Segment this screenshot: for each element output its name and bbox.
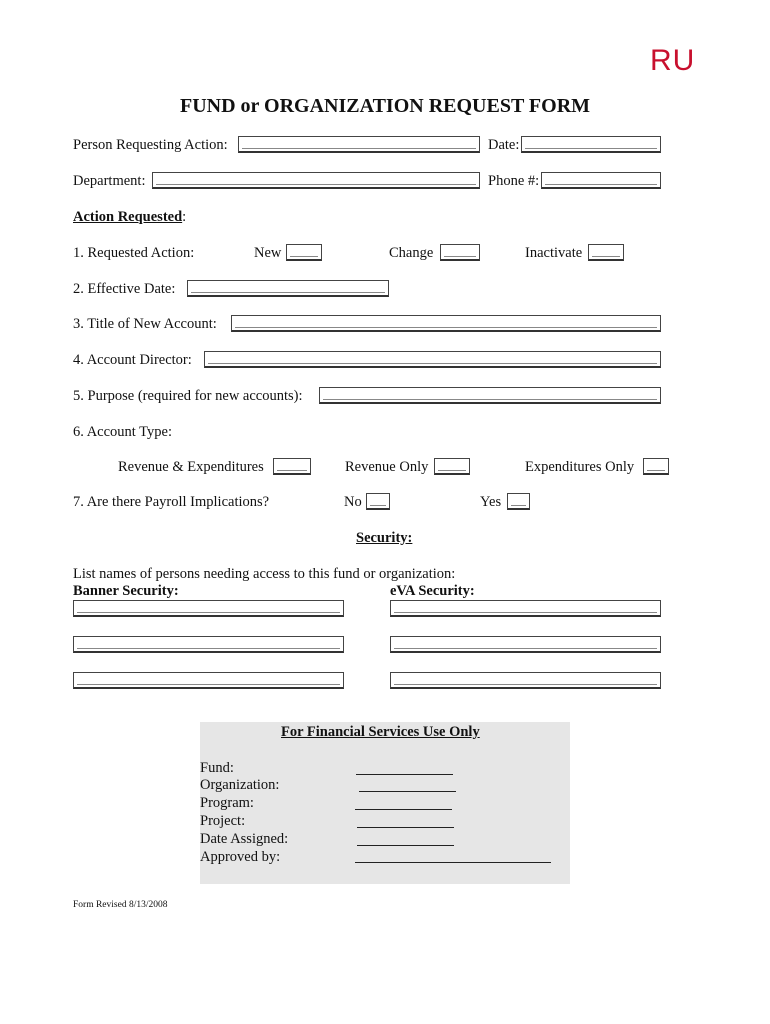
- banner-security-field-2[interactable]: [73, 636, 344, 653]
- organization-line[interactable]: [359, 791, 456, 792]
- project-label: Project:: [200, 813, 246, 829]
- project-line[interactable]: [357, 827, 454, 828]
- expenditures-only-checkbox[interactable]: [643, 458, 669, 475]
- payroll-label: 7. Are there Payroll Implications?: [73, 494, 270, 510]
- effective-date-field[interactable]: [187, 280, 389, 297]
- department-field[interactable]: [152, 172, 480, 189]
- effective-date-label: 2. Effective Date:: [73, 281, 176, 297]
- date-field[interactable]: [521, 136, 661, 153]
- action-requested-colon: :: [182, 209, 187, 225]
- new-checkbox[interactable]: [286, 244, 322, 261]
- fund-label: Fund:: [200, 760, 234, 776]
- banner-security-field-1[interactable]: [73, 600, 344, 617]
- security-instruction: List names of persons needing access to this fund or organization:: [73, 566, 456, 582]
- financial-services-heading: For Financial Services Use Only: [281, 724, 480, 740]
- no-checkbox[interactable]: [366, 493, 390, 510]
- date-label: Date:: [488, 137, 520, 153]
- change-checkbox[interactable]: [440, 244, 480, 261]
- eva-security-field-1[interactable]: [390, 600, 661, 617]
- no-label: No: [344, 494, 362, 510]
- inactivate-checkbox[interactable]: [588, 244, 624, 261]
- inactivate-label: Inactivate: [525, 245, 583, 261]
- date-assigned-label: Date Assigned:: [200, 831, 289, 847]
- purpose-field[interactable]: [319, 387, 661, 404]
- account-director-label: 4. Account Director:: [73, 352, 192, 368]
- program-line[interactable]: [355, 809, 452, 810]
- person-requesting-field[interactable]: [238, 136, 480, 153]
- title-new-account-field[interactable]: [231, 315, 661, 332]
- action-requested-heading: [73, 209, 186, 226]
- banner-security-field-3[interactable]: [73, 672, 344, 689]
- new-label: New: [254, 245, 282, 261]
- eva-security-field-3[interactable]: [390, 672, 661, 689]
- form-title: FUND or ORGANIZATION REQUEST FORM: [179, 95, 591, 117]
- person-requesting-label: Person Requesting Action:: [73, 137, 228, 153]
- program-label: Program:: [200, 795, 254, 811]
- requested-action-label: 1. Requested Action:: [73, 245, 195, 261]
- yes-checkbox[interactable]: [507, 493, 530, 510]
- department-label: Department:: [73, 173, 146, 189]
- yes-label: Yes: [480, 494, 502, 510]
- eva-security-field-2[interactable]: [390, 636, 661, 653]
- ru-logo: RU: [650, 44, 696, 77]
- approved-by-label: Approved by:: [200, 849, 281, 865]
- revenue-expenditures-checkbox[interactable]: [273, 458, 311, 475]
- action-requested-text: Action Requested: [73, 209, 183, 225]
- phone-field[interactable]: [541, 172, 661, 189]
- revenue-expenditures-label: Revenue & Expenditures: [118, 459, 264, 475]
- title-new-account-label: 3. Title of New Account:: [73, 316, 217, 332]
- account-director-field[interactable]: [204, 351, 661, 368]
- organization-label: Organization:: [200, 777, 280, 793]
- security-heading: Security:: [356, 530, 413, 546]
- phone-label: Phone #:: [488, 173, 540, 189]
- form-revised-footer: Form Revised 8/13/2008: [73, 900, 168, 910]
- expenditures-only-label: Expenditures Only: [525, 459, 635, 475]
- date-assigned-line[interactable]: [357, 845, 454, 846]
- eva-security-label: eVA Security:: [390, 583, 475, 599]
- revenue-only-checkbox[interactable]: [434, 458, 470, 475]
- change-label: Change: [389, 245, 434, 261]
- purpose-label: 5. Purpose (required for new accounts):: [73, 388, 303, 404]
- fund-line[interactable]: [356, 774, 453, 775]
- approved-by-line[interactable]: [355, 862, 551, 863]
- banner-security-label: Banner Security:: [73, 583, 179, 599]
- account-type-label: 6. Account Type:: [73, 424, 172, 440]
- revenue-only-label: Revenue Only: [345, 459, 429, 475]
